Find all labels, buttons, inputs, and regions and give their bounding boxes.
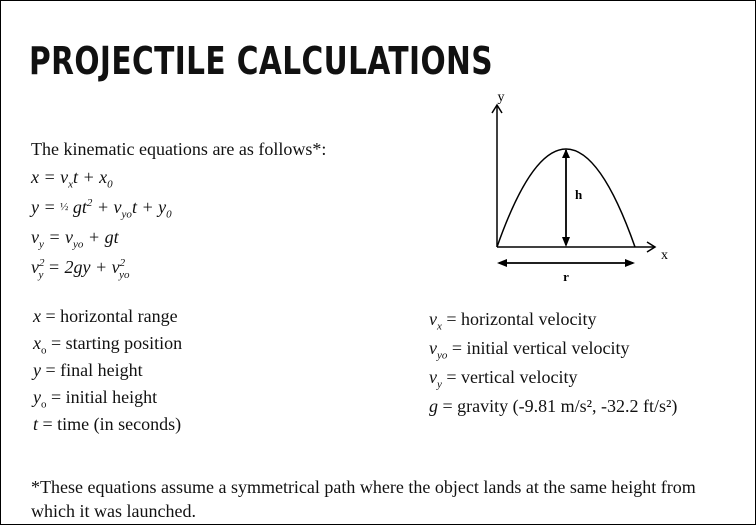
left-definitions xyxy=(33,303,182,438)
definition-initial-height: $y_o$ = initial height xyxy=(33,387,158,411)
equation-vertical-position: y = ½ $gt^2 + v_{yo}t + y_0$ xyxy=(31,197,172,221)
page-title: PROJECTILE CALCULATIONS xyxy=(29,39,493,83)
range-arrow-right xyxy=(625,259,635,267)
range-arrow-left xyxy=(497,259,507,267)
equation-velocity-squared: $v^2_y = 2gy + v^2_{yo}$ xyxy=(31,257,130,281)
definition-gravity: g = gravity (-9.81 m/s², -32.2 ft/s²) xyxy=(429,396,678,416)
equation-vertical-velocity: $v_y = v_{yo}$ + gt xyxy=(31,227,119,251)
right-definitions xyxy=(429,305,677,421)
y-axis-label: y xyxy=(497,90,505,105)
height-arrow-top xyxy=(562,149,570,158)
trajectory-diagram xyxy=(487,87,677,287)
footnote: *These equations assume a symmetrical path where the object lands at the same height from which it was launched. xyxy=(31,477,696,521)
intro-text: The kinematic equations are as follows*: xyxy=(31,139,327,159)
equation-horizontal-position: $x = v_xt + x_0$ xyxy=(31,167,113,191)
definition-time: t = time (in seconds) xyxy=(33,414,182,434)
definition-vertical-velocity: $v_y$ = vertical velocity xyxy=(429,367,578,391)
height-arrow-bottom xyxy=(562,237,570,247)
range-label: r xyxy=(563,269,569,284)
definition-horizontal-velocity: $v_x$ = horizontal velocity xyxy=(429,309,597,333)
x-axis-label: x xyxy=(661,248,668,263)
height-label: h xyxy=(575,187,583,202)
definition-initial-vertical-velocity: $v_{yo}$ = initial vertical velocity xyxy=(429,338,630,362)
definition-final-height: y = final height xyxy=(33,360,143,380)
definition-horizontal-range: x = horizontal range xyxy=(33,306,178,326)
definition-starting-position: $x_o$ = starting position xyxy=(33,333,183,357)
